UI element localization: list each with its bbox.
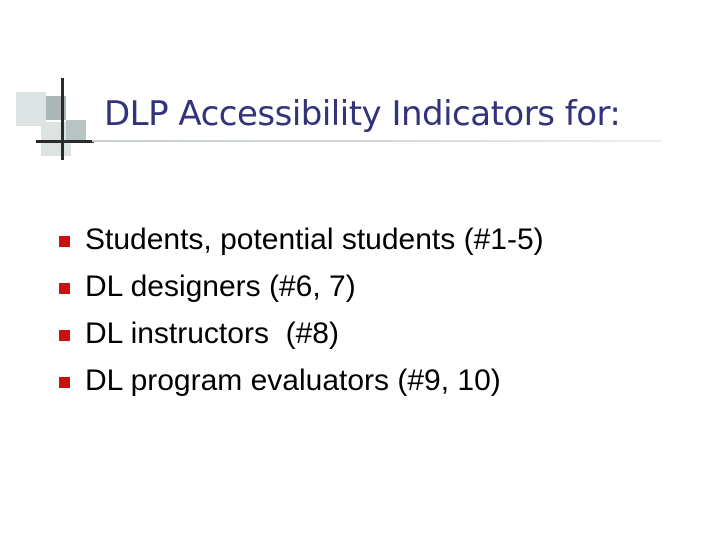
- corner-ornament-square: [66, 120, 86, 142]
- title-underline-rule: [92, 140, 662, 142]
- bullet-text: Students, potential students (#1-5): [85, 222, 544, 256]
- bullet-square-icon: [59, 283, 70, 294]
- corner-ornament-vertical-line: [61, 78, 64, 160]
- slide-title: DLP Accessibility Indicators for:: [104, 94, 621, 134]
- bullet-item: [56, 357, 544, 404]
- bullet-item: [56, 310, 544, 357]
- bullet-list: [56, 216, 544, 404]
- bullet-item: [56, 216, 544, 263]
- bullet-item: [56, 263, 544, 310]
- bullet-square-icon: [59, 236, 70, 247]
- bullet-text: DL instructors (#8): [85, 316, 339, 350]
- bullet-square-icon: [59, 330, 70, 341]
- bullet-text: DL designers (#6, 7): [85, 269, 356, 303]
- corner-ornament-square: [16, 92, 46, 126]
- bullet-square-icon: [59, 377, 70, 388]
- corner-ornament-horizontal-line: [36, 140, 94, 143]
- bullet-text: DL program evaluators (#9, 10): [85, 363, 501, 397]
